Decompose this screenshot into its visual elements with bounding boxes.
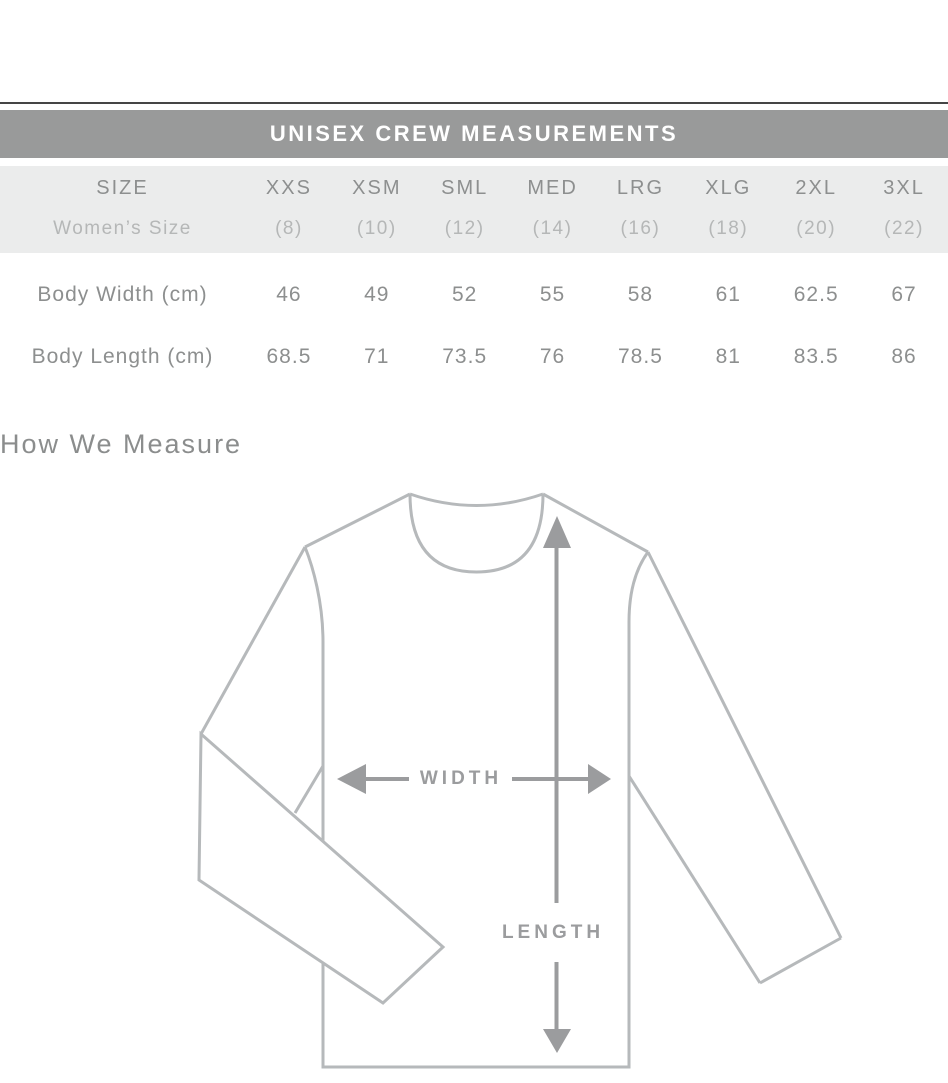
body-width-cell: 46 [276,283,302,306]
right-sleeve-inner [629,776,760,983]
left-shoulder-line [305,494,410,547]
left-sleeve-outer [201,547,305,734]
body-width-label: Body Width (cm) [37,283,208,306]
womens-size-cell: (16) [620,218,661,239]
body-width-cell: 61 [715,283,741,306]
body-length-cell: 81 [715,345,741,368]
size-col-header: 3XL [883,177,925,199]
womens-size-cell: (18) [708,218,749,239]
length-arrow [543,516,571,1053]
womens-size-cell: (22) [884,218,924,239]
size-col-header: SML [441,177,489,199]
womens-size-cell: (12) [444,218,485,239]
table-title: UNISEX CREW MEASUREMENTS [269,121,679,146]
body-length-cell: 86 [891,345,917,368]
width-arrowhead-right [588,764,611,794]
collar-top-line [410,494,543,506]
body-outline [305,547,648,1067]
left-underarm-seam [295,766,323,813]
body-width-cell: 55 [539,283,566,306]
body-length-cell: 68.5 [266,345,312,368]
body-length-cell: 76 [539,345,566,368]
body-width-cell: 67 [891,283,917,306]
body-length-label: Body Length (cm) [31,345,214,368]
body-length-cell: 78.5 [618,345,663,368]
length-arrowhead-bottom [543,1029,571,1053]
body-length-cell: 83.5 [793,345,839,368]
body-length-cell: 73.5 [442,345,488,368]
womens-size-cell: (14) [532,218,573,239]
width-measure-label: WIDTH [419,768,503,789]
length-measure-label: LENGTH [501,922,605,943]
size-col-header: LRG [616,177,664,199]
womens-size-cell: (8) [275,218,303,239]
size-row-label: SIZE [96,177,149,199]
right-sleeve-cuff [760,938,841,983]
body-width-cell: 49 [364,283,390,306]
size-col-header: XXS [265,177,312,199]
body-length-cell: 71 [364,345,390,368]
body-width-cell: 58 [627,283,654,306]
size-col-header: XSM [352,177,402,199]
right-sleeve-outer [648,552,841,938]
width-arrowhead-left [337,764,366,794]
size-col-header: XLG [705,177,752,199]
womens-size-cell: (10) [356,218,397,239]
size-col-header: 2XL [795,177,837,199]
length-arrowhead-top [543,516,571,548]
womens-row-label: Women’s Size [53,218,192,239]
body-width-cell: 62.5 [793,283,839,306]
womens-size-cell: (20) [796,218,837,239]
body-width-cell: 52 [452,283,478,306]
how-we-measure-heading: How We Measure [0,429,243,459]
size-col-header: MED [527,177,578,199]
